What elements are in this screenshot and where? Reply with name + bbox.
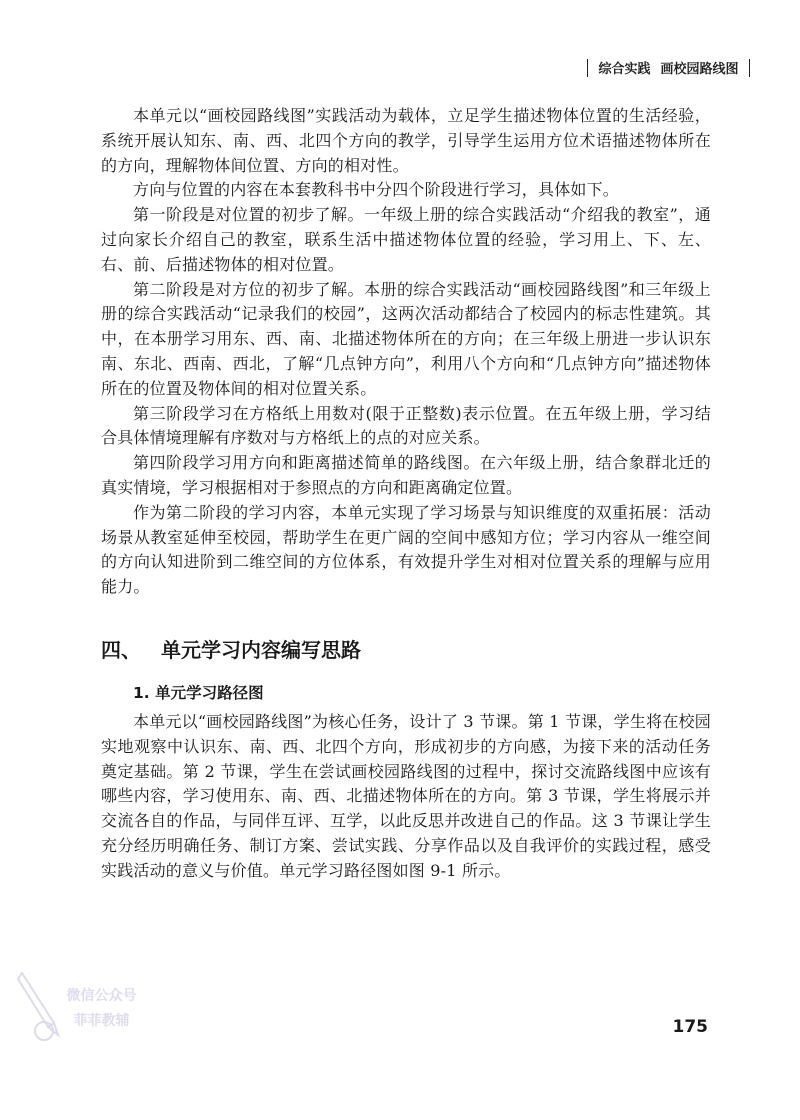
paragraph: 第四阶段学习用方向和距离描述简单的路线图。在六年级上册，结合象群北迁的真实情境，学习根据相对于参照点的方向和距离确定位置。 <box>101 453 711 497</box>
watermark-line-2: 菲菲教辅 <box>73 1013 130 1029</box>
running-header <box>587 58 750 77</box>
main-content <box>101 104 711 884</box>
paragraph: 第二阶段是对方位的初步了解。本册的综合实践活动“画校园路线图”和三年级上册的综合实践活动“记录我们的校园”，这两次活动都结合了校园内的标志性建筑。其中，在本册学习用东、西、南、北描述物体所在的方向；在三年级上册进一步认识东南、东北、西南、西北，了解“几点钟方向”，利用八个方向和“几点钟方向”描述物体所在的位置及物体间的相对位置关系。 <box>101 279 711 398</box>
paragraph: 第一阶段是对位置的初步了解。一年级上册的综合实践活动“介绍我的教室”，通过向家长介绍自己的教室，联系生活中描述物体位置的经验，学习用上、下、左、右、前、后描述物体的相对位置。 <box>101 205 711 274</box>
header-title: 画校园路线图 <box>660 62 739 77</box>
pencil-icon <box>14 965 74 1045</box>
page-number: 175 <box>672 1017 708 1037</box>
header-divider-left <box>587 59 589 77</box>
watermark <box>14 965 154 1045</box>
paragraph: 本单元以“画校园路线图”为核心任务，设计了 3 节课。第 1 节课，学生将在校园实地观察中认识东、南、西、北四个方向，形成初步的方向感，为接下来的活动任务奠定基础。第 2 节课，学生在尝试画校园路线图的过程中，探讨交流路线图中应该有哪些内容，学习使用东、南、西、北描述物体所在的方向。第 3 节课，学生将展示并交流各自的作品，与同伴互评、互学，以此反思并改进自己的作品。这 3 节课让学生充分经历明确任务、制订方案、尝试实践、分享作品以及自我评价的实践过程，感受实践活动的意义与价值。单元学习路径图如图 9-1 所示。 <box>101 711 711 880</box>
header-section: 综合实践 <box>598 62 651 77</box>
watermark-line-1: 微信公众号 <box>66 988 137 1004</box>
section-title: 单元学习内容编写思路 <box>161 637 361 662</box>
paragraph: 第三阶段学习在方格纸上用数对(限于正整数)表示位置。在五年级上册，学习结合具体情境理解有序数对与方格纸上的点的对应关系。 <box>101 403 711 448</box>
section-heading <box>101 636 711 664</box>
paragraph: 本单元以“画校园路线图”实践活动为载体，立足学生描述物体位置的生活经验，系统开展认知东、南、西、北四个方向的教学，引导学生运用方位术语描述物体所在的方向，理解物体间位置、方向的相对性。 <box>101 106 711 175</box>
section-number: 四、 <box>101 637 141 662</box>
subsection-heading: 1. 单元学习路径图 <box>133 683 264 702</box>
paragraph: 方向与位置的内容在本套教科书中分四个阶段进行学习，具体如下。 <box>133 180 620 200</box>
paragraph: 作为第二阶段的学习内容，本单元实现了学习场景与知识维度的双重拓展：活动场景从教室延伸至校园，帮助学生在更广阔的空间中感知方位；学习内容从一维空间的方向认知进阶到二维空间的方位体系，有效提升学生对相对位置关系的理解与应用能力。 <box>101 502 711 597</box>
header-divider-right <box>749 59 751 77</box>
